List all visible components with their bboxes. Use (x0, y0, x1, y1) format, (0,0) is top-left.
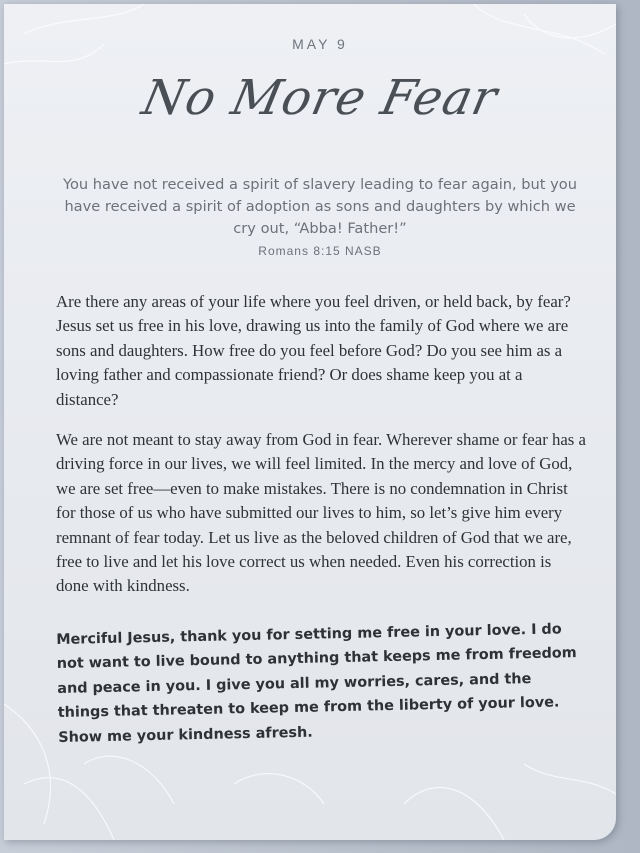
devotional-paragraph-1: Are there any areas of your life where you feel driven, or held back, by fear? Jesus set us free in his love, drawing us into the family of God where we are sons and daughters. How free do you feel before God? Do you see him as a loving father and compassionate friend? Or does shame keep you at a distance? (56, 292, 571, 409)
scripture-reference: Romans 8:15 NASB (258, 244, 382, 258)
devotional-paragraph-2: We are not meant to stay away from God in fear. Wherever shame or fear has a driving force in our lives, we will feel limited. In the mercy and love of God, we are set free—even to make mistakes. There is no condemnation in Christ for those of us who have submitted our lives to him, so let’s give him every remnant of fear today. Let us live as the beloved children of God that we are, free to live and let his love correct us when needed. Even his correction is done with kindness. (56, 430, 586, 596)
scripture-verse: You have not received a spirit of slavery leading to fear again, but you have received a spirit of adoption as sons and daughters by which we cry out, “Abba! Father!” (63, 176, 577, 237)
entry-title: No More Fear (137, 70, 503, 126)
entry-date: MAY 9 (292, 36, 348, 52)
prayer-text: Merciful Jesus, thank you for setting me free in your love. I do not want to live bound to anything that keeps me from freedom and peace in you. I give you all my worries, cares, and the things that threaten to keep me from the liberty of your love. Show me your kindness afresh. (56, 621, 577, 746)
